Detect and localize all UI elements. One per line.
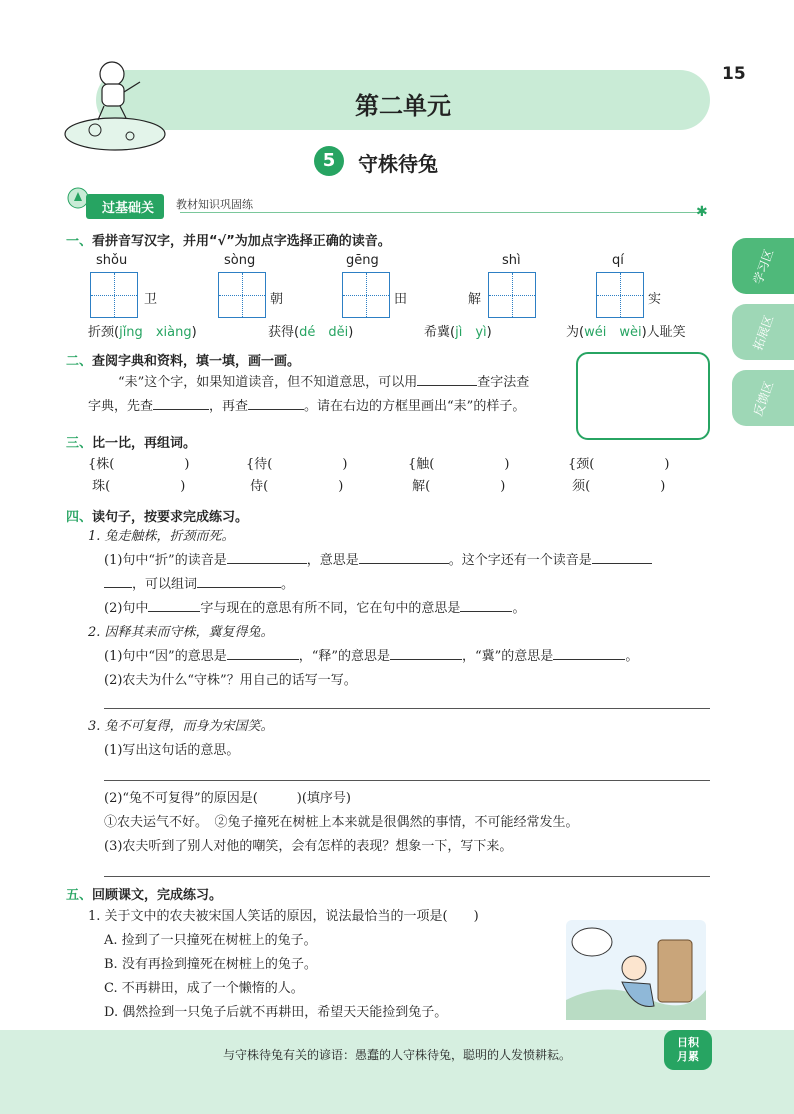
writing-box-2[interactable] xyxy=(218,272,266,318)
q5-option-a[interactable]: A. 捡到了一只撞死在树桩上的兔子。 xyxy=(104,933,317,948)
writing-box-1[interactable] xyxy=(90,272,138,318)
choice-3: 希冀(jì yì) xyxy=(424,325,492,340)
q4-s2-q2: (2)农夫为什么“守株”？用自己的话写一写。 xyxy=(104,673,357,688)
unit-title: 第二单元 xyxy=(355,92,451,120)
answer-line-2[interactable] xyxy=(104,780,710,781)
pinyin-5: qí xyxy=(612,253,624,268)
pinyin-1: shǒu xyxy=(96,253,128,268)
footer-proverb: 与守株待兔有关的谚语：愚蠢的人守株待兔，聪明的人发愤耕耘。 xyxy=(222,1048,571,1062)
q4-s1-q1: (1)句中“折”的读音是 ，意思是 。这个字还有一个读音是 xyxy=(104,550,652,572)
q4-sentence-2: 2. 因释其耒而守株，冀复得兔。 xyxy=(88,625,274,640)
tab-study-area[interactable]: 学习区 xyxy=(732,238,794,294)
pinyin-3: gēng xyxy=(346,253,379,268)
q4-sentence-1: 1. 兔走触株，折颈而死。 xyxy=(88,529,235,544)
q4-s3-q3: (3)农夫听到了别人对他的嘲笑，会有怎样的表现？想象一下，写下来。 xyxy=(104,839,513,854)
q2-line-1: “耒”这个字，如果知道读音，但不知道意思，可以用 查字法查 xyxy=(118,372,529,394)
q5-option-b[interactable]: B. 没有再捡到撞死在树桩上的兔子。 xyxy=(104,957,317,972)
char-before-4: 解 xyxy=(468,292,482,307)
drawing-box[interactable] xyxy=(576,352,710,440)
section-subtitle: 教材知识巩固练 xyxy=(176,198,253,211)
compare-group-3: {触( ) 解( ) xyxy=(408,457,510,494)
compare-group-1: {株( ) 珠( ) xyxy=(88,457,190,494)
compare-group-4: {颈( ) 须( ) xyxy=(568,457,670,494)
q1-title: 一、看拼音写汉字，并用“√”为加点字选择正确的读音。 xyxy=(66,234,391,249)
q2-title: 二、查阅字典和资料，填一填，画一画。 xyxy=(66,354,301,369)
char-after-2: 朝 xyxy=(270,292,284,307)
q4-s3-options: ①农夫运气不好。 ②兔子撞死在树桩上本来就是很偶然的事情，不可能经常发生。 xyxy=(104,815,579,830)
q4-s3-q1: (1)写出这句话的意思。 xyxy=(104,743,240,758)
pinyin-2: sòng xyxy=(224,253,256,268)
q4-s2-q1: (1)句中“因”的意思是 ，“释”的意思是 ，“冀”的意思是 。 xyxy=(104,646,638,668)
star-icon: ✱ xyxy=(696,204,708,220)
q5-title: 五、回顾课文，完成练习。 xyxy=(66,888,223,903)
writing-box-5[interactable] xyxy=(596,272,644,318)
answer-line-1[interactable] xyxy=(104,708,710,709)
choice-1: 折颈(jǐng xiàng) xyxy=(88,325,197,340)
q4-title: 四、读句子，按要求完成练习。 xyxy=(66,510,249,525)
lesson-number: 5 xyxy=(314,146,344,176)
writing-box-4[interactable] xyxy=(488,272,536,318)
tab-extension-area[interactable]: 拓展区 xyxy=(732,304,794,360)
choice-2: 获得(dé děi) xyxy=(268,325,354,340)
answer-line-3[interactable] xyxy=(104,876,710,877)
char-after-3: 田 xyxy=(394,292,408,307)
q5-option-d[interactable]: D. 偶然捡到一只兔子后就不再耕田，希望天天能捡到兔子。 xyxy=(104,1005,448,1020)
q4-sentence-3: 3. 兔不可复得，而身为宋国笑。 xyxy=(88,719,274,734)
q2-line-2: 字典，先查 ，再查 。请在右边的方框里画出“耒”的样子。 xyxy=(88,396,525,418)
section-label: 过基础关 xyxy=(86,194,164,219)
writing-box-3[interactable] xyxy=(342,272,390,318)
section-divider xyxy=(180,212,700,213)
farmer-illustration xyxy=(566,920,706,1020)
daily-accumulation-badge: 日积 月累 xyxy=(664,1030,712,1070)
char-after-5: 实 xyxy=(648,292,662,307)
q3-title: 三、比一比，再组词。 xyxy=(66,436,197,451)
q4-s1-q2: (2)句中 字与现在的意思有所不同，它在句中的意思是 。 xyxy=(104,598,525,620)
q4-s1-q1-cont: ，可以组词 。 xyxy=(104,574,294,596)
char-after-1: 卫 xyxy=(144,292,158,307)
compare-group-2: {待( ) 侍( ) xyxy=(246,457,348,494)
choice-4: 为(wéi wèi)人耻笑 xyxy=(566,325,686,340)
page-number: 15 xyxy=(722,64,746,84)
q4-s3-q2: (2)“兔不可复得”的原因是( )(填序号) xyxy=(104,791,351,806)
lesson-title: 守株待兔 xyxy=(358,152,438,176)
tab-feedback-area[interactable]: 反馈区 xyxy=(732,370,794,426)
q5-option-c[interactable]: C. 不再耕田，成了一个懒惰的人。 xyxy=(104,981,304,996)
pinyin-4: shì xyxy=(502,253,521,268)
q5-question: 1. 关于文中的农夫被宋国人笑话的原因，说法最恰当的一项是( ) xyxy=(88,909,479,924)
